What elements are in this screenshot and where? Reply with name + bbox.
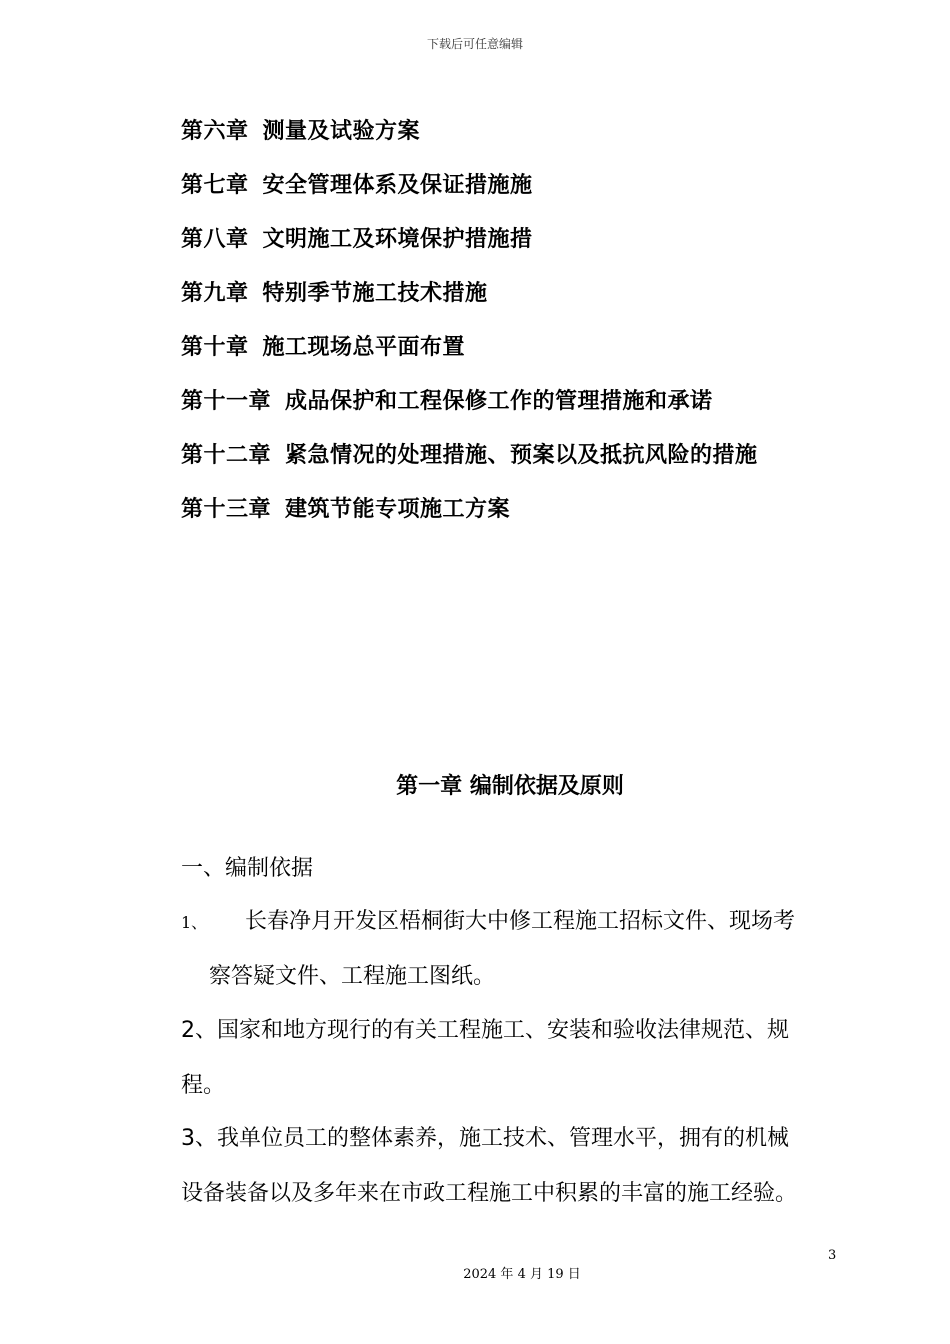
- toc-chapter-number: 第十一章: [181, 389, 272, 414]
- footer-date: 2024 年 4 月 19 日: [463, 1267, 581, 1282]
- paragraph-text: 长春净月开发区梧桐街大中修工程施工招标文件、现场考: [245, 909, 796, 934]
- paragraph-line: 2、国家和地方现行的有关工程施工、安装和验收法律规范、规: [181, 1018, 789, 1043]
- toc-chapter-title: 测量及试验方案: [262, 119, 421, 144]
- toc-chapter-title: 成品保护和工程保修工作的管理措施和承诺: [285, 389, 713, 414]
- toc-item: [181, 167, 861, 221]
- paragraph-line: 察答疑文件、工程施工图纸。: [209, 964, 496, 989]
- section-heading: 一、编制依据: [181, 856, 314, 881]
- toc-item: [181, 491, 861, 545]
- toc-chapter-number: 第八章: [181, 227, 249, 252]
- toc-item: [181, 113, 861, 167]
- table-of-contents: [181, 113, 861, 545]
- toc-chapter-title: 建筑节能专项施工方案: [285, 497, 511, 522]
- basis-paragraph-2: [181, 1003, 841, 1113]
- list-marker: 1、: [181, 913, 208, 932]
- basis-paragraph-1: [181, 894, 841, 1004]
- toc-item: [181, 275, 861, 329]
- toc-item: [181, 221, 861, 275]
- toc-chapter-title: 文明施工及环境保护措施措: [262, 227, 533, 252]
- paragraph-line: 程。: [181, 1073, 226, 1098]
- toc-chapter-number: 第七章: [181, 173, 249, 198]
- toc-item: [181, 329, 861, 383]
- toc-chapter-number: 第十二章: [181, 443, 272, 468]
- toc-chapter-title: 紧急情况的处理措施、预案以及抵抗风险的措施: [285, 443, 758, 468]
- page-number: 3: [828, 1248, 837, 1263]
- paragraph-line: 设备装备以及多年来在市政工程施工中积累的丰富的施工经验。: [181, 1181, 798, 1206]
- toc-chapter-number: 第十章: [181, 335, 249, 360]
- toc-chapter-title: 特别季节施工技术措施: [262, 281, 488, 306]
- toc-chapter-title: 安全管理体系及保证措施施: [262, 173, 533, 198]
- toc-item: [181, 437, 861, 491]
- paragraph-line: [181, 894, 841, 949]
- basis-paragraph-3: [181, 1111, 841, 1221]
- page-header: 下载后可任意编辑: [426, 37, 523, 51]
- paragraph-line: 3、我单位员工的整体素养，施工技术、管理水平，拥有的机械: [181, 1126, 789, 1151]
- toc-chapter-number: 第九章: [181, 281, 249, 306]
- toc-chapter-title: 施工现场总平面布置: [262, 335, 466, 360]
- toc-item: [181, 383, 861, 437]
- toc-chapter-number: 第六章: [181, 119, 249, 144]
- toc-chapter-number: 第十三章: [181, 497, 272, 522]
- chapter-title: 第一章 编制依据及原则: [396, 774, 624, 799]
